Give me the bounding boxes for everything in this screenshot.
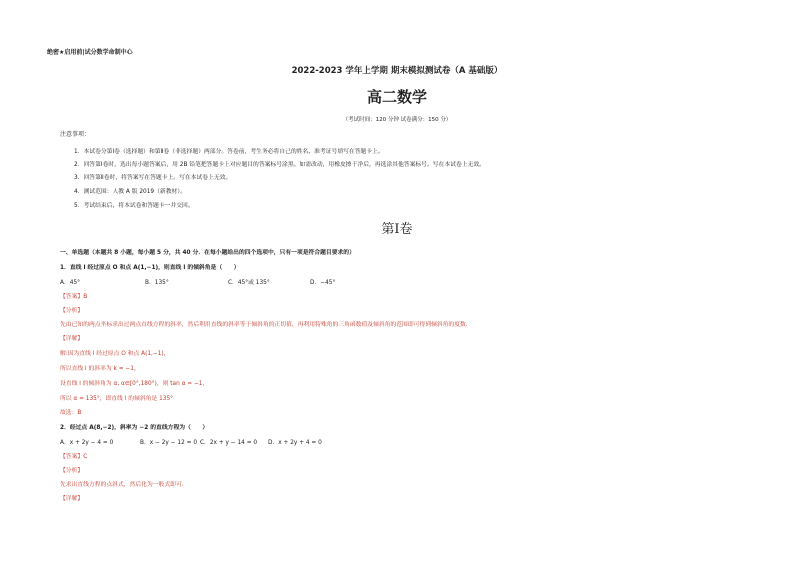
question-2-option-b: B．x − 2y − 12 = 0 (140, 440, 198, 446)
question-2-analysis-label: 【分析】 (60, 468, 84, 474)
exam-title: 2022-2023 学年上学期 期末模拟测试卷（A 基础版） (291, 66, 503, 76)
question-1-conclusion: 故选：B (60, 410, 82, 416)
question-1-answer: 【答案】B (60, 294, 88, 300)
part-title: 第Ⅰ卷 (381, 222, 413, 237)
question-2-option-d: D．x + 2y + 4 = 0 (268, 440, 322, 446)
question-1-option-b: B．135° (145, 280, 169, 286)
question-1-detail-line: 设直线 l 的倾斜角为 α, α∈[0°,180°)，则 tan α = −1， (60, 381, 209, 387)
note-item: 1．本试卷分第Ⅰ卷（选择题）和第Ⅱ卷（非选择题）两部分。答卷前，考生务必将自己的姓名、准考证号填写在答题卡上。 (74, 149, 384, 155)
section-intro: 一、单选题（本题共 8 小题，每小题 5 分，共 40 分．在每小题给出的四个选项中，只有一项是符合题目要求的） (60, 250, 355, 256)
question-2-analysis: 先求出直线方程的点斜式，然后化为一般式即可. (60, 482, 184, 488)
question-2-option-c: C．2x + y − 14 = 0 (200, 440, 258, 446)
question-1-option-d: D．−45° (310, 280, 336, 286)
question-2-detail-label: 【详解】 (60, 496, 84, 502)
question-2-answer: 【答案】C (60, 454, 88, 460)
exam-meta: （考试时间：120 分钟 试卷满分：150 分） (342, 117, 452, 123)
question-2-stem: 2．经过点 A(8,−2)，斜率为 −2 的直线方程为（ ） (60, 425, 209, 431)
secret-label: 绝密★启用前|试分数学命制中心 (47, 49, 133, 56)
notes-heading: 注意事项： (60, 131, 91, 138)
question-2-option-a: A．x + 2y − 4 = 0 (60, 440, 114, 446)
note-item: 3．回答第Ⅱ卷时，将答案写在答题卡上。写在本试卷上无效。 (74, 175, 232, 181)
question-1-detail-line: 解:因为直线 l 经过原点 O 和点 A(1,−1)， (60, 351, 170, 357)
note-item: 5．考试结束后，将本试卷和答题卡一并交回。 (74, 203, 194, 209)
note-item: 2．回答第Ⅰ卷时，选出每小题答案后，用 2B 铅笔把答题卡上对应题目的答案标号涂黑。如需改动，用橡皮擦干净后，再选涂其他答案标号。写在本试卷上无效。 (74, 162, 485, 168)
question-1-option-a: A．45° (60, 280, 81, 286)
question-1-detail-label: 【详解】 (60, 336, 84, 342)
note-item: 4．测试范围：人教 A 版 2019（新教材）。 (74, 189, 186, 195)
question-1-stem: 1．直线 l 经过原点 O 和点 A(1,−1)，则直线 l 的倾斜角是（ ） (60, 265, 240, 271)
subject-title: 高二数学 (366, 88, 427, 106)
question-1-analysis-label: 【分析】 (60, 308, 84, 314)
question-1-option-c: C．45°或 135° (228, 280, 270, 286)
question-1-detail-line: 所以直线 l 的斜率为 k = −1， (60, 366, 140, 372)
question-1-detail-line: 所以 α = 135°，即直线 l 的倾斜角是 135° (60, 396, 174, 402)
question-1-analysis: 先由已知的两点坐标求出过两点直线方程的斜率，然后利用直线的斜率等于倾斜角的正切值，再利用特殊角的三角函数值及倾斜角的范围即可得到倾斜角的度数. (60, 322, 468, 328)
